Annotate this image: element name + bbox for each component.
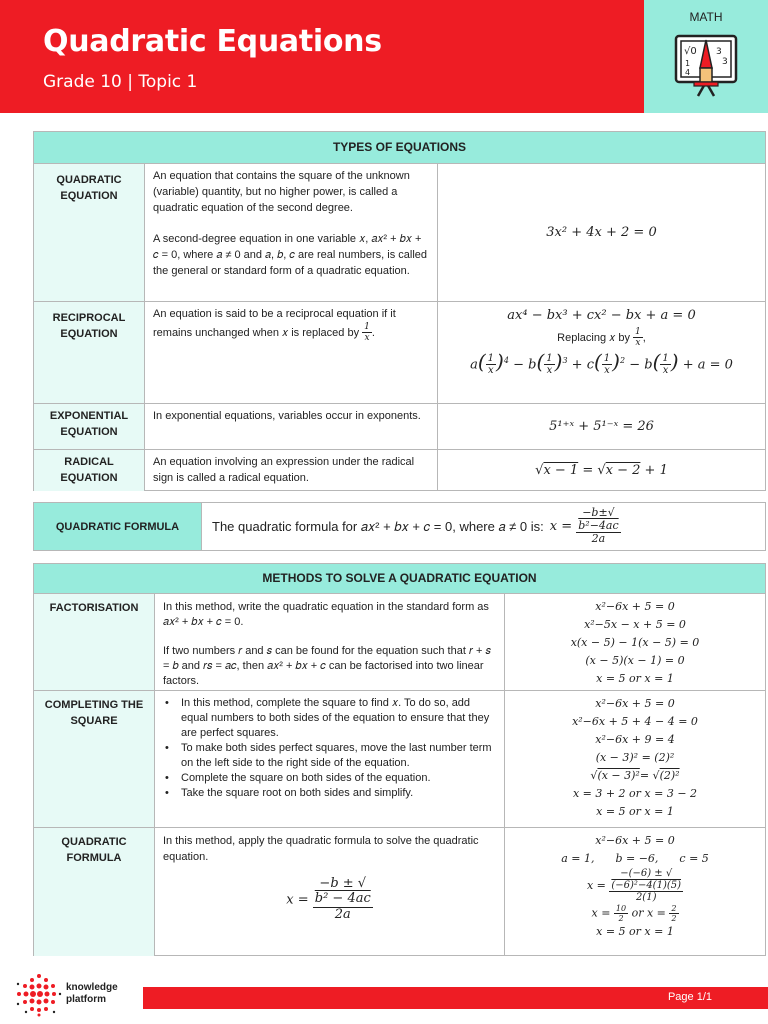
types-table-heading: TYPES OF EQUATIONS <box>34 132 765 164</box>
step-line: 𝑥²−6𝑥 + 5 = 0 <box>595 697 675 710</box>
label-line: EXPONENTIAL <box>49 410 129 422</box>
method-label-quadratic-formula <box>34 828 155 956</box>
step-line: 𝑥 = $\frac{10}{2}$ or 𝑥 = $\frac{2}{2}$ <box>591 903 677 923</box>
math-board-icon <box>672 30 740 100</box>
reciprocal-substituted-equation: 𝑎( $\frac{1}{\text{𝑥}}$ )$^4$ − 𝑏( $\frac{1}{\text{𝑥}}$ )$^3$ + 𝑐( $\frac{1}{\text{𝑥}}$ )$^2$ − 𝑏( $\frac{1}{\text{𝑥}}$ ) + 𝑎 = 0 <box>470 349 733 377</box>
example-equation: 𝑎𝑥⁴ − 𝑏𝑥³ + 𝑐𝑥² − 𝑏𝑥 + 𝑎 = 0 <box>507 308 696 323</box>
step-line: 𝑥²−6𝑥 + 5 = 0 <box>595 834 675 847</box>
label-line: FACTORISATION <box>49 602 139 614</box>
page-number: Page 1/1 <box>667 991 712 1003</box>
formula-expression: 𝑥 = −𝑏±√ 𝑏²−4𝑎𝑐 2𝑎 <box>549 506 619 546</box>
bullet-item: • To make both sides perfect squares, move the last number term on the left side to the right side of the equation. <box>163 741 496 771</box>
one-over-x: $\frac{1}{\text{𝑥}}$ <box>635 327 641 349</box>
method-text: In this method, write the quadratic equation in the standard form as 𝑎𝑥² + 𝑏𝑥 + 𝑐 = 0. <box>163 601 489 628</box>
method-text-completing-square <box>155 691 505 828</box>
type-example-quadratic <box>438 164 766 302</box>
bullet-item: • Take the square root on both sides and simplify. <box>163 786 496 801</box>
type-text-quadratic <box>145 164 438 302</box>
subject-label: MATH <box>689 10 723 24</box>
definition-text: An equation involving an expression under the radical sign is called a radical equation. <box>153 456 415 484</box>
step-line: 𝑥²−6𝑥 + 5 + 4 − 4 = 0 <box>572 715 698 728</box>
step-line: (𝑥 − 3)² = (2)² <box>595 751 675 764</box>
coefficient-b: 𝑏 = −6, <box>615 852 659 865</box>
label-line: RADICAL <box>64 456 114 468</box>
method-example-completing-square <box>505 691 766 828</box>
knowledge-platform-logo-icon <box>14 972 64 1018</box>
method-label-completing-square <box>34 691 155 828</box>
label-line: EQUATION <box>60 426 118 438</box>
type-text-radical <box>145 450 438 491</box>
methods-table-heading: METHODS TO SOLVE A QUADRATIC EQUATION <box>34 564 765 594</box>
label-line: RECIPROCAL <box>52 312 126 324</box>
svg-text:3: 3 <box>716 47 722 57</box>
step-line: 𝑥²−5𝑥 − 𝑥 + 5 = 0 <box>584 618 686 631</box>
formula-text: The quadratic formula for 𝑎𝑥² + 𝑏𝑥 + 𝑐 = 0, where 𝑎 ≠ 0 is: <box>212 518 544 534</box>
replacing-text: Replacing 𝑥 by <box>557 331 630 344</box>
step-line: 𝑥 = 3 + 2 or 𝑥 = 3 − 2 <box>572 787 698 800</box>
label-line: EQUATION <box>60 472 118 484</box>
footer-bar <box>143 987 768 1009</box>
label-line: QUADRATIC <box>56 174 122 186</box>
step-line: 𝑥(𝑥 − 5) − 1(𝑥 − 5) = 0 <box>570 636 700 649</box>
label-line: EQUATION <box>60 190 118 202</box>
example-equation: 3𝑥² + 4𝑥 + 2 = 0 <box>546 224 657 240</box>
method-example-quadratic-formula <box>505 828 766 956</box>
logo-wordmark <box>66 982 118 1006</box>
step-line: 𝑥 = 5 or 𝑥 = 1 <box>596 805 674 818</box>
one-over-x: $\frac{1}{\text{𝑥}}$ <box>364 322 370 344</box>
bullet-item: • In this method, complete the square to find 𝑥. To do so, add equal numbers to both sides of the equation to ensure that they are perfect squares. <box>163 696 496 741</box>
logo-text-line: knowledge <box>66 982 118 993</box>
method-text-factorisation <box>155 594 505 691</box>
label-line: FORMULA <box>66 852 122 864</box>
label-line: SQUARE <box>70 715 118 727</box>
quadratic-formula-box <box>33 502 766 551</box>
coefficients-line <box>505 850 765 868</box>
type-text-exponential <box>145 404 438 450</box>
svg-text:1: 1 <box>685 59 691 68</box>
step-line: 𝑥 = 5 or 𝑥 = 1 <box>596 924 674 938</box>
type-label-reciprocal <box>34 302 145 404</box>
page-header <box>0 0 644 113</box>
step-line: 𝑥 = 5 or 𝑥 = 1 <box>596 672 674 685</box>
type-label-quadratic <box>34 164 145 302</box>
type-label-exponential <box>34 404 145 450</box>
step-line: √(𝑥 − 3)²= √(2)² <box>590 769 680 782</box>
step-line: 𝑥²−6𝑥 + 9 = 4 <box>595 733 675 746</box>
step-line: 𝑥²−6𝑥 + 5 = 0 <box>595 600 675 613</box>
bullet-item: • Complete the square on both sides of the equation. <box>163 771 496 786</box>
step-line: 𝑥 = −(−6) ± √ (−6)²−4(1)(5) 2(1) <box>586 868 682 903</box>
coefficient-a: 𝑎 = 1, <box>561 852 595 865</box>
definition-text: In exponential equations, variables occur in exponents. <box>153 410 421 422</box>
quadratic-formula-display: 𝑥 = −𝑏 ± √ 𝑏² − 4𝑎𝑐 2𝑎 <box>286 876 371 922</box>
method-bullet-list <box>163 696 496 801</box>
replacing-note: Replacing 𝑥 by $\frac{1}{\text{𝑥}}$ , <box>557 327 646 349</box>
method-label-factorisation <box>34 594 155 691</box>
method-text-quadratic-formula <box>155 828 505 956</box>
type-example-radical <box>438 450 766 491</box>
formula-content <box>202 503 766 550</box>
formula-label <box>34 503 202 550</box>
formula-label-text: QUADRATIC FORMULA <box>55 521 180 533</box>
label-line: COMPLETING THE <box>44 699 144 711</box>
definition-text: An equation is said to be a reciprocal equation if it remains unchanged when 𝑥 is replaced by <box>153 308 396 339</box>
type-example-exponential <box>438 404 766 450</box>
subject-badge <box>644 0 768 113</box>
page-title: Quadratic Equations <box>43 24 382 59</box>
example-equation: 5¹⁺ˣ + 5¹⁻ˣ = 26 <box>549 418 654 434</box>
svg-text:3: 3 <box>722 57 728 67</box>
types-of-equations-table <box>33 131 766 491</box>
definition-text: A second-degree equation in one variable 𝑥, 𝑎𝑥² + 𝑏𝑥 + 𝑐 = 0, where 𝑎 ≠ 0 and 𝑎, 𝑏, 𝑐 are real numbers, is called the general or standard form of a quadratic equation. <box>153 233 428 277</box>
method-text: If two numbers 𝑟 and 𝑠 can be found for the equation such that 𝑟 + 𝑠 = 𝑏 and 𝑟𝑠 = 𝑎𝑐, then 𝑎𝑥² + 𝑏𝑥 + 𝑐 can be factorised into two linear factors. <box>163 645 491 687</box>
example-equation: √𝑥 − 1 = √𝑥 − 2 + 1 <box>535 462 668 478</box>
step-line: (𝑥 − 5)(𝑥 − 1) = 0 <box>585 654 685 667</box>
svg-text:4: 4 <box>685 68 691 77</box>
coefficient-c: 𝑐 = 5 <box>679 852 709 865</box>
label-line: EQUATION <box>60 328 118 340</box>
type-example-reciprocal <box>438 302 766 404</box>
svg-text:√0: √0 <box>684 46 697 57</box>
page-subtitle: Grade 10 | Topic 1 <box>43 72 198 92</box>
method-text: In this method, apply the quadratic formula to solve the quadratic equation. <box>163 835 479 863</box>
logo-text-line: platform <box>66 994 106 1005</box>
type-text-reciprocal: An equation is said to be a reciprocal equation if it remains unchanged when 𝑥 is replaced by $\frac{1}{\text{𝑥}}$ . <box>145 302 438 404</box>
methods-table <box>33 563 766 956</box>
method-example-factorisation <box>505 594 766 691</box>
type-label-radical <box>34 450 145 491</box>
definition-text: An equation that contains the square of the unknown (variable) quantity, but no higher power, is called a quadratic equation of the second degree. <box>153 170 410 214</box>
label-line: QUADRATIC <box>61 836 127 848</box>
